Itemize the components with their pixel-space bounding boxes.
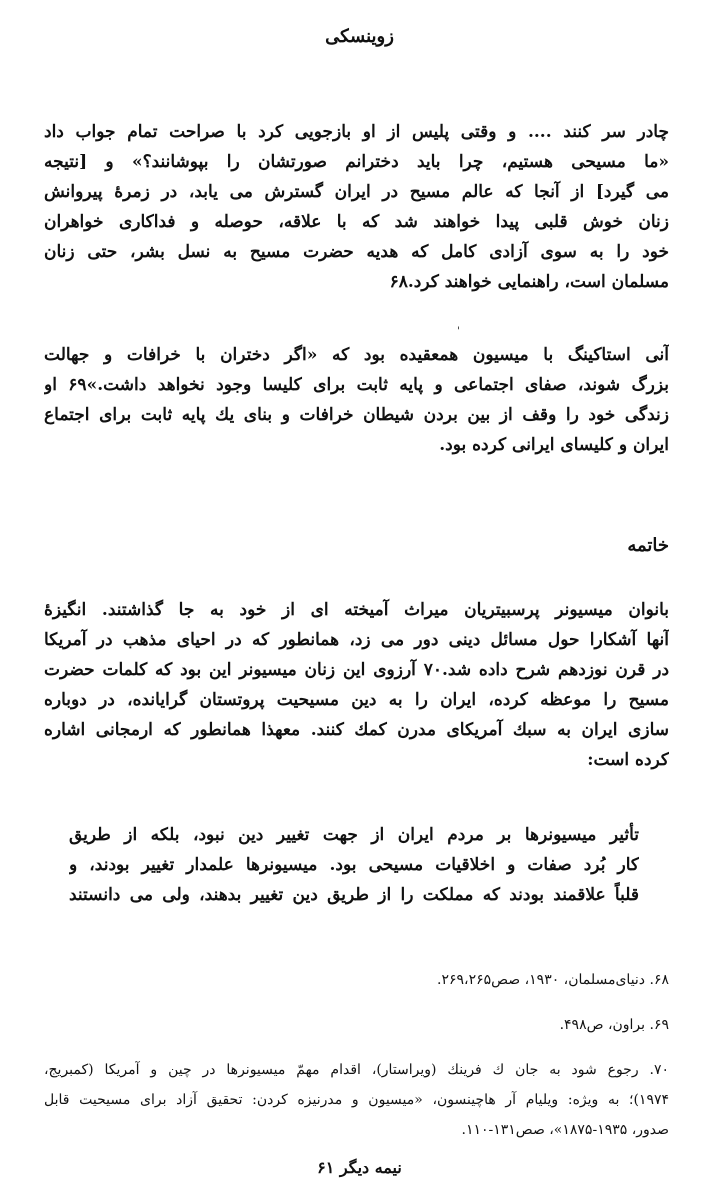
footnote-69: ۶۹. براون، ص۴۹۸. <box>559 1017 669 1033</box>
page-footer: نیمه دیگر ۶۱ <box>317 1158 402 1177</box>
footnote-70-line-1: ۷۰. رجوع شود به جان ك فرینك (ویراستار)، اقدام مهمّ میسیونرها در چین و آمریکا (کمبریج، <box>44 1062 669 1078</box>
paragraph-2-line-1: آنی استاکینگ با میسیون همعقیده بود که «اگر دختران با خرافات و جهالت <box>44 345 669 365</box>
paragraph-1-line-6: مسلمان است، راهنمایی خواهند کرد.۶۸ <box>389 272 669 292</box>
quote-line-3: قلباً علاقمند بودند که مملکت را از طریق دین تغییر بدهند، ولی می دانستند <box>69 885 639 905</box>
paragraph-3-line-5: سازی ایران به سبك آمریکای مدرن کمك کنند. معهذا همانطور که ارمجانی اشاره <box>44 720 669 740</box>
paragraph-2-line-2: بزرگ شوند، صفای اجتماعی و پایه ثابت برای کلیسا وجود نخواهد داشت.»۶۹ او <box>44 375 669 395</box>
paragraph-3-line-2: آنها آشکارا حول مسائل دینی دور می زد، همانطور که در احیای مذهب در آمریکا <box>44 630 669 650</box>
paragraph-1-line-2: «ما مسیحی هستیم، چرا باید دخترانم صورتشان را بپوشانند؟» و [نتیجه <box>44 152 669 172</box>
paragraph-3-line-1: بانوان میسیونر پرسبیتریان میراث آمیخته ای از خود به جا گذاشتند. انگیزهٔ <box>44 600 669 620</box>
quote-line-1: تأثیر میسیونرها بر مردم ایران از جهت تغییر دین نبود، بلکه از طریق <box>69 825 639 845</box>
paragraph-1-line-3: می گیرد] از آنجا که عالم مسیح در ایران گسترش می یابد، در زمرهٔ پیروانش <box>44 182 669 202</box>
paragraph-3-line-4: مسیح را موعظه کرده، ایران را به دین مسیحیت پروتستان گرایانده، در دوباره <box>44 690 669 710</box>
paragraph-1-line-5: خود را به سوی آزادی کامل که هدیه حضرت مسیح به نسل بشر، حتی زنان <box>44 242 669 262</box>
footnote-70-line-2: ۱۹۷۴)؛ به ویژه: ویلیام آر هاچینسون، «میسیون و مدرنیزه کردن: تحقیق آزاد برای مسیحیت قابل <box>44 1092 669 1108</box>
section-title: خاتمه <box>627 535 669 556</box>
paragraph-2-line-4: ایران و کلیسای ایرانی کرده بود. <box>439 435 669 455</box>
paragraph-3-line-6: کرده است: <box>587 750 669 770</box>
stray-mark: ' <box>457 326 460 337</box>
paragraph-1-line-1: چادر سر کنند .... و وقتی پلیس از او بازجویی کرد با صراحت تمام جواب داد <box>44 122 669 142</box>
running-header: زوینسکی <box>325 26 394 47</box>
paragraph-3-line-3: در قرن نوزدهم شرح داده شد.۷۰ آرزوی این زنان میسیونر این بود که کلمات حضرت <box>44 660 669 680</box>
paragraph-1-line-4: زنان خوش قلبی پیدا خواهند شد که با علاقه، حوصله و فداکاری خواهران <box>44 212 669 232</box>
paragraph-2-line-3: زندگی خود را وقف از بین بردن شیطان خرافات و بنای یك پایه ثابت برای اجتماع <box>44 405 669 425</box>
quote-line-2: کار بُرد صفات و اخلاقیات مسیحی بود. میسیونرها علمدار تغییر بودند، و <box>69 855 639 875</box>
footnote-68: ۶۸. دنیای‌مسلمان، ۱۹۳۰، صص۲۶۹،۲۶۵. <box>437 972 669 988</box>
footnote-70-line-3: صدور، ۱۹۳۵-۱۸۷۵»، صص۱۳۱-۱۱۰. <box>461 1122 669 1138</box>
